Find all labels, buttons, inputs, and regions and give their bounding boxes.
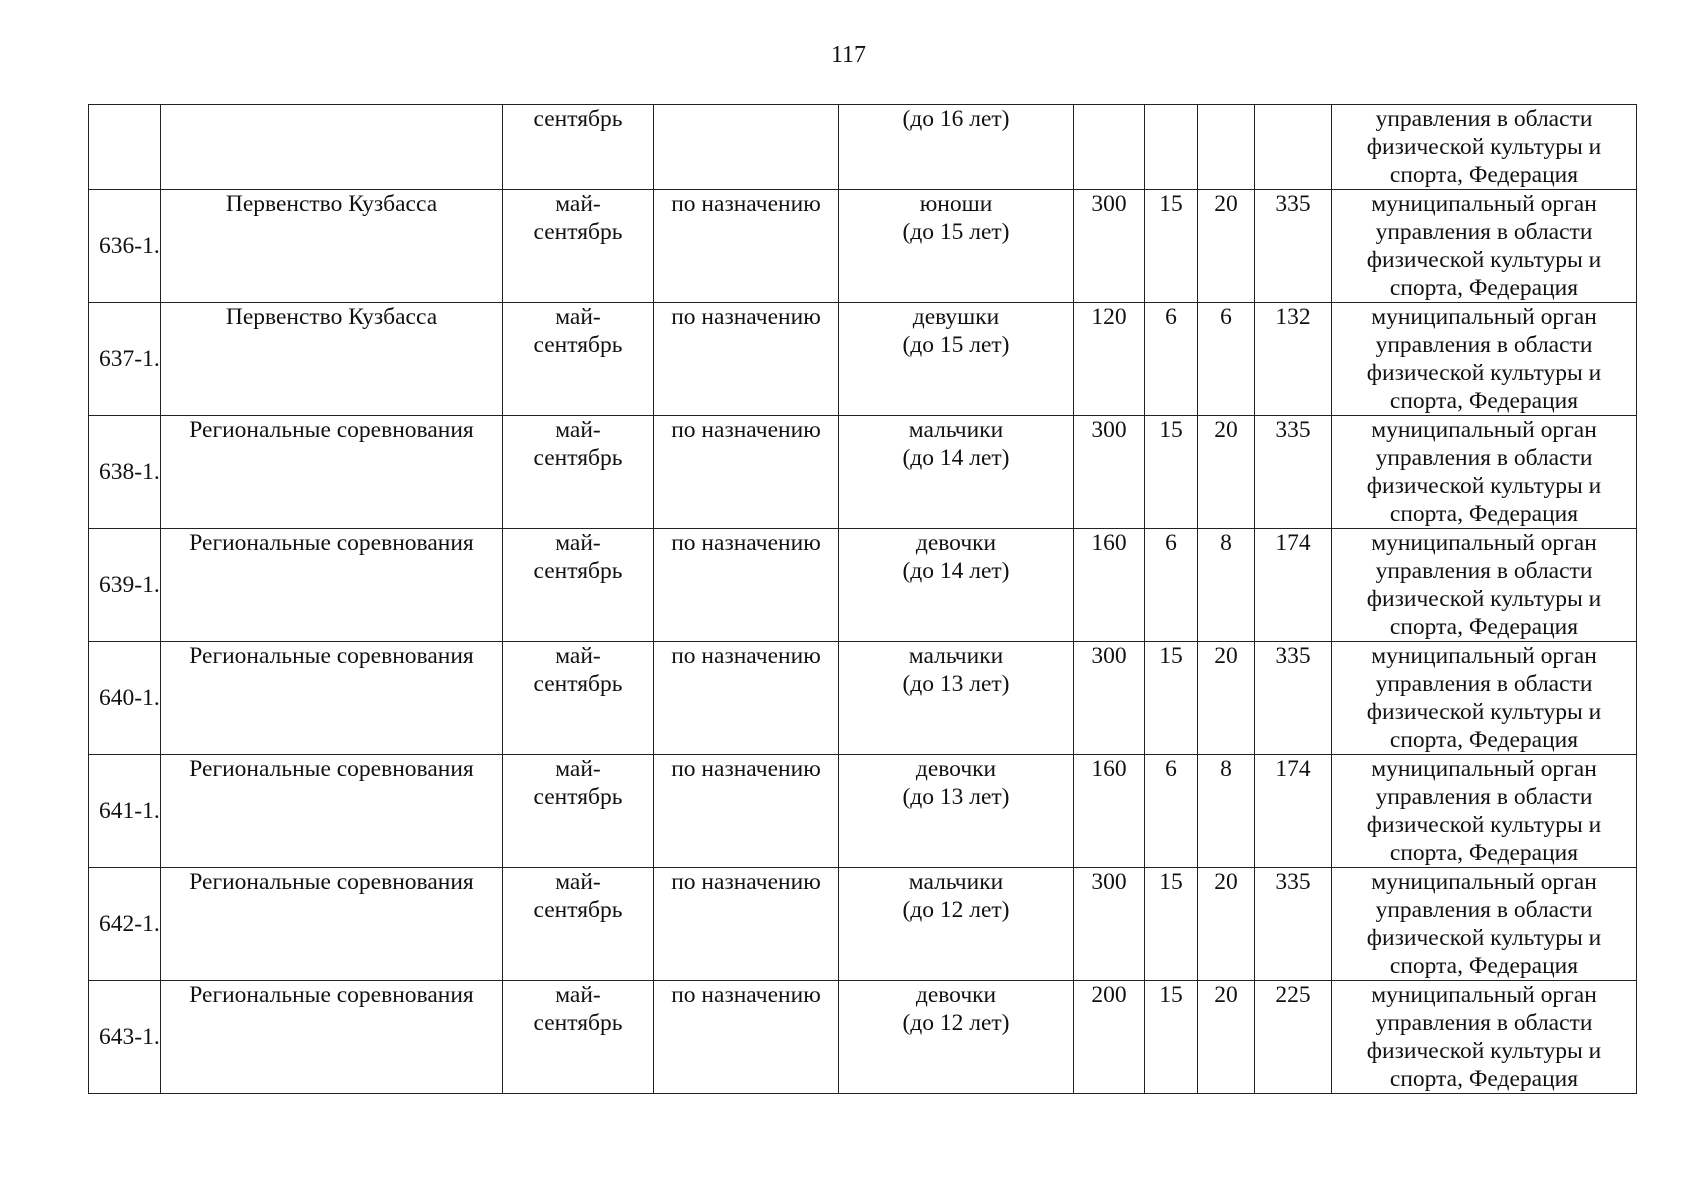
event-place: по назначению [654,755,839,868]
organizer-line: спорта, Федерация [1389,501,1579,527]
value-3: 6 [1198,303,1255,416]
organizer-line: физической культуры и [1366,134,1602,160]
participants-line: девочки [915,982,997,1008]
organizer-line: спорта, Федерация [1389,840,1579,866]
participants [839,529,1074,642]
organizer-line: управления в области [1375,1010,1593,1036]
organizer-line: спорта, Федерация [1389,388,1579,414]
event-dates-line: сентябрь [533,558,623,584]
organizer-line: физической культуры и [1366,473,1602,499]
participants-line: (до 14 лет) [902,558,1010,584]
value-3: 8 [1198,529,1255,642]
row-number: 639-1. [89,529,161,642]
organizer-line: физической культуры и [1366,699,1602,725]
event-dates-line: май- [555,417,601,443]
participants [839,303,1074,416]
value-total: 225 [1255,981,1332,1094]
organizer-line: физической культуры и [1366,1038,1602,1064]
event-dates-line: сентябрь [533,445,623,471]
organizer-line: муниципальный орган [1371,982,1597,1008]
organizer [1332,105,1637,190]
organizer-line: спорта, Федерация [1389,1066,1579,1092]
row-number: 642-1. [89,868,161,981]
organizer [1332,303,1637,416]
organizer-line: муниципальный орган [1371,417,1597,443]
event-dates-line: сентябрь [533,332,623,358]
organizer-line: муниципальный орган [1371,756,1597,782]
value-2 [1145,105,1198,190]
participants-line: мальчики [908,869,1004,895]
organizer-line: муниципальный орган [1371,191,1597,217]
event-place: по назначению [654,303,839,416]
organizer-line: муниципальный орган [1371,869,1597,895]
event-place: по назначению [654,190,839,303]
table-row [89,190,1637,303]
participants-line: (до 13 лет) [902,671,1010,697]
value-2: 6 [1145,529,1198,642]
organizer-line: муниципальный орган [1371,530,1597,556]
row-number: 640-1. [89,642,161,755]
organizer-line: физической культуры и [1366,586,1602,612]
organizer-line: управления в области [1375,671,1593,697]
event-dates [503,416,654,529]
row-number: 641-1. [89,755,161,868]
row-number: 638-1. [89,416,161,529]
event-dates [503,105,654,190]
table-row [89,416,1637,529]
organizer-line: спорта, Федерация [1389,275,1579,301]
participants [839,981,1074,1094]
participants-line: (до 16 лет) [902,106,1010,132]
event-name: Региональные соревнования [161,529,503,642]
participants-line: (до 12 лет) [902,1010,1010,1036]
event-place: по назначению [654,868,839,981]
participants-line: юноши [919,191,993,217]
event-dates [503,868,654,981]
participants-line: девочки [915,530,997,556]
value-2: 15 [1145,868,1198,981]
event-dates-line: сентябрь [533,784,623,810]
value-1: 160 [1074,755,1145,868]
event-place: по назначению [654,416,839,529]
value-total: 132 [1255,303,1332,416]
event-dates [503,981,654,1094]
table-row [89,303,1637,416]
event-place [654,105,839,190]
participants-line: мальчики [908,417,1004,443]
participants [839,642,1074,755]
event-name: Региональные соревнования [161,642,503,755]
organizer-line: управления в области [1375,558,1593,584]
organizer [1332,190,1637,303]
event-dates-line: май- [555,304,601,330]
value-total: 335 [1255,190,1332,303]
table-row [89,755,1637,868]
value-total: 335 [1255,868,1332,981]
event-dates-line: сентябрь [533,106,623,132]
participants-line: (до 14 лет) [902,445,1010,471]
events-table [88,104,1637,1094]
event-name: Первенство Кузбасса [161,190,503,303]
event-dates-line: сентябрь [533,671,623,697]
event-dates-line: май- [555,869,601,895]
event-name: Региональные соревнования [161,416,503,529]
event-place: по назначению [654,642,839,755]
organizer [1332,755,1637,868]
organizer [1332,529,1637,642]
value-1 [1074,105,1145,190]
organizer-line: управления в области [1375,219,1593,245]
value-total: 174 [1255,529,1332,642]
value-3: 8 [1198,755,1255,868]
event-place: по назначению [654,981,839,1094]
event-dates [503,755,654,868]
organizer-line: управления в области [1375,445,1593,471]
row-number: 636-1. [89,190,161,303]
organizer-line: спорта, Федерация [1389,162,1579,188]
participants-line: мальчики [908,643,1004,669]
event-name [161,105,503,190]
value-total [1255,105,1332,190]
value-1: 300 [1074,416,1145,529]
value-2: 6 [1145,755,1198,868]
table-row [89,642,1637,755]
participants-line: девушки [912,304,1000,330]
organizer-line: муниципальный орган [1371,304,1597,330]
organizer-line: физической культуры и [1366,360,1602,386]
organizer-line: управления в области [1375,106,1593,132]
organizer-line: управления в области [1375,784,1593,810]
organizer [1332,868,1637,981]
value-1: 300 [1074,190,1145,303]
organizer-line: физической культуры и [1366,247,1602,273]
value-2: 15 [1145,642,1198,755]
participants [839,190,1074,303]
value-2: 6 [1145,303,1198,416]
event-dates-line: сентябрь [533,1010,623,1036]
value-1: 300 [1074,868,1145,981]
value-3: 20 [1198,416,1255,529]
value-2: 15 [1145,981,1198,1094]
value-3: 20 [1198,868,1255,981]
table-row-continuation [89,105,1637,190]
organizer-line: спорта, Федерация [1389,727,1579,753]
value-3: 20 [1198,190,1255,303]
value-1: 300 [1074,642,1145,755]
participants [839,416,1074,529]
participants-line: девочки [915,756,997,782]
value-1: 120 [1074,303,1145,416]
participants-line: (до 15 лет) [902,332,1010,358]
value-3 [1198,105,1255,190]
event-dates-line: май- [555,191,601,217]
organizer [1332,981,1637,1094]
table-row [89,981,1637,1094]
organizer-line: физической культуры и [1366,812,1602,838]
value-total: 174 [1255,755,1332,868]
page-number: 117 [830,42,867,68]
organizer [1332,642,1637,755]
participants [839,868,1074,981]
event-dates-line: май- [555,643,601,669]
value-total: 335 [1255,416,1332,529]
participants-line: (до 15 лет) [902,219,1010,245]
event-name: Региональные соревнования [161,868,503,981]
participants-line: (до 12 лет) [902,897,1010,923]
row-number: 637-1. [89,303,161,416]
participants [839,755,1074,868]
value-total: 335 [1255,642,1332,755]
organizer-line: управления в области [1375,332,1593,358]
organizer-line: спорта, Федерация [1389,614,1579,640]
event-name: Региональные соревнования [161,981,503,1094]
value-1: 160 [1074,529,1145,642]
table-row [89,529,1637,642]
participants-line: (до 13 лет) [902,784,1010,810]
event-dates [503,190,654,303]
event-dates [503,303,654,416]
value-3: 20 [1198,981,1255,1094]
event-dates-line: сентябрь [533,897,623,923]
event-dates-line: май- [555,982,601,1008]
event-dates-line: май- [555,530,601,556]
event-dates-line: май- [555,756,601,782]
value-2: 15 [1145,416,1198,529]
organizer-line: управления в области [1375,897,1593,923]
organizer-line: спорта, Федерация [1389,953,1579,979]
event-dates [503,642,654,755]
event-dates-line: сентябрь [533,219,623,245]
organizer [1332,416,1637,529]
table-row [89,868,1637,981]
organizer-line: физической культуры и [1366,925,1602,951]
event-place: по назначению [654,529,839,642]
row-number [89,105,161,190]
organizer-line: муниципальный орган [1371,643,1597,669]
value-1: 200 [1074,981,1145,1094]
table-body [89,105,1637,1094]
participants [839,105,1074,190]
value-3: 20 [1198,642,1255,755]
event-dates [503,529,654,642]
row-number: 643-1. [89,981,161,1094]
event-name: Первенство Кузбасса [161,303,503,416]
value-2: 15 [1145,190,1198,303]
event-name: Региональные соревнования [161,755,503,868]
